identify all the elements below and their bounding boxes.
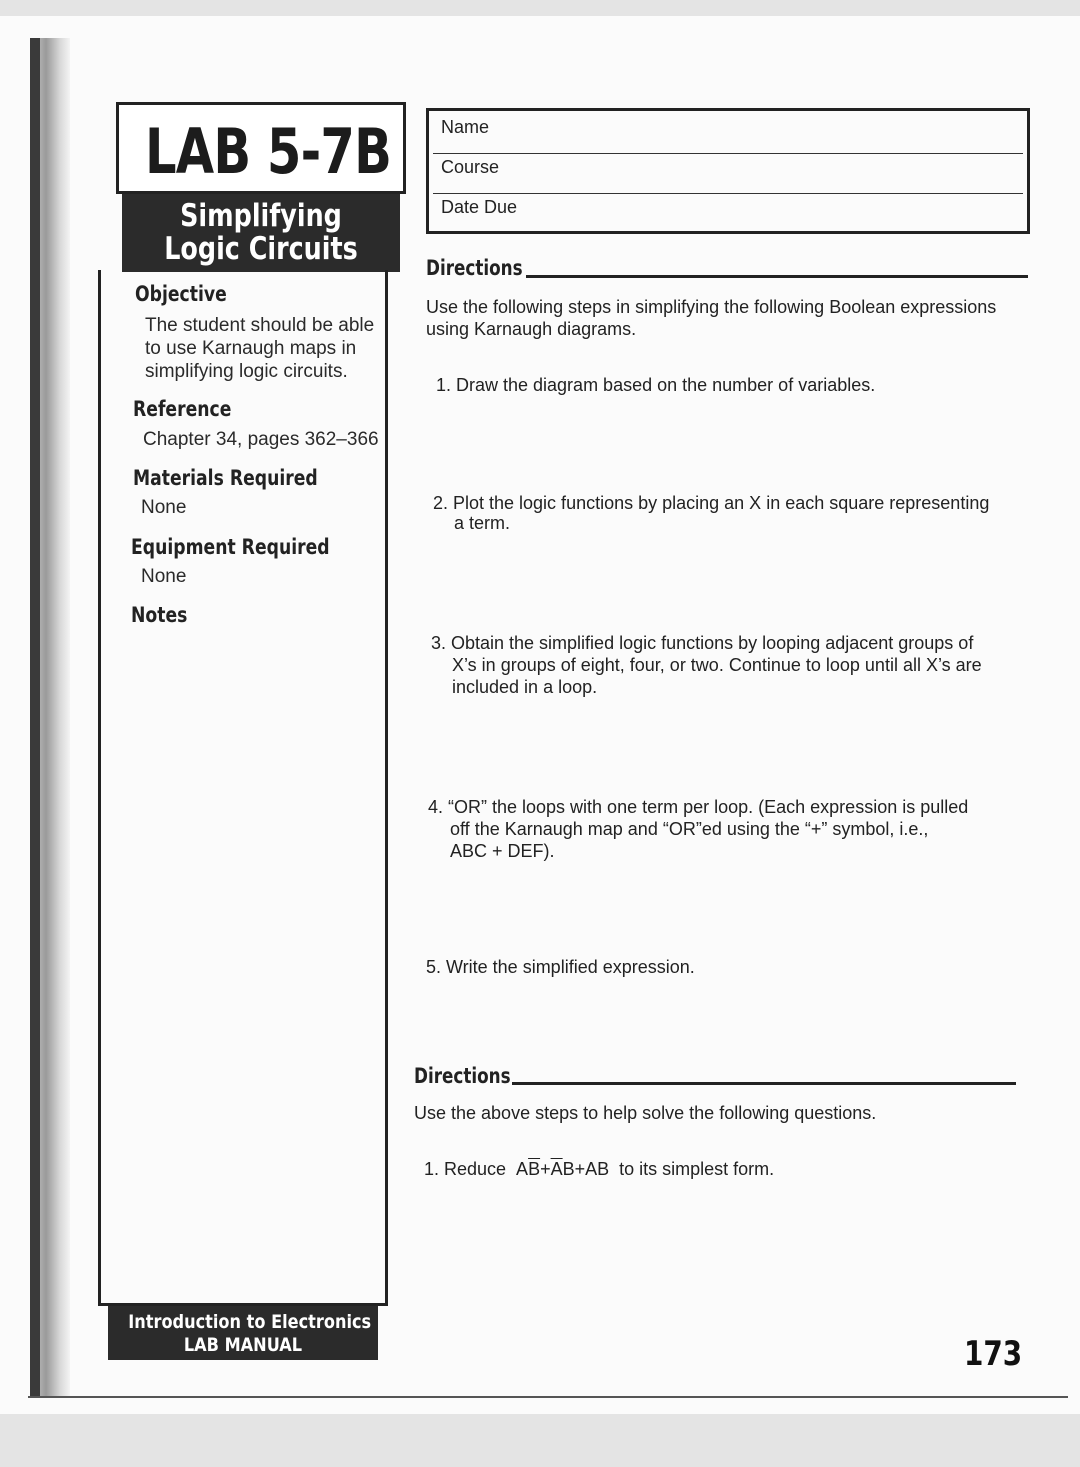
book-spine-edge (30, 38, 40, 1398)
step-3-line-3: included in a loop. (452, 677, 598, 697)
course-label: Course (441, 157, 500, 177)
step-3-num: 3. (431, 633, 447, 653)
step-2-line-2: a term. (454, 513, 511, 533)
step-5-line-1: Write the simplified expression. (446, 957, 695, 977)
sidebar (98, 270, 388, 1306)
name-field[interactable] (433, 113, 1023, 154)
directions-rule-2 (512, 1082, 1016, 1085)
lab-subtitle-line-2: Logic Circuits (164, 231, 358, 267)
objective-heading: Objective (135, 282, 227, 306)
step-4-line-2: off the Karnaugh map and “OR”ed using the “+” symbol, i.e., (450, 819, 929, 839)
question-1-suffix: to its simplest form. (619, 1159, 775, 1179)
directions-intro-line-1: Use the following steps in simplifying the following Boolean expressions (426, 297, 997, 317)
notes-heading: Notes (131, 603, 188, 627)
step-3 (431, 632, 973, 654)
footer-line-2: LAB MANUAL (183, 1334, 303, 1356)
lab-page (0, 16, 1080, 1414)
materials-heading: Materials Required (133, 466, 318, 490)
lab-title: LAB 5-7B (145, 115, 392, 188)
step-5 (426, 956, 695, 978)
page-bottom-rule (28, 1396, 1068, 1398)
step-1 (436, 374, 875, 396)
step-2-num: 2. (433, 493, 449, 513)
step-1-line-1: Draw the diagram based on the number of variables. (456, 375, 876, 395)
directions-2-intro: Use the above steps to help solve the following questions. (414, 1103, 877, 1123)
question-1 (424, 1158, 774, 1180)
step-4-line-1: “OR” the loops with one term per loop. (Each expression is pulled (448, 797, 969, 817)
step-5-num: 5. (426, 957, 442, 977)
objective-line-2: to use Karnaugh maps in (145, 338, 357, 359)
equipment-heading: Equipment Required (131, 535, 330, 559)
step-2 (433, 492, 989, 514)
question-1-prefix: Reduce (444, 1159, 507, 1179)
lab-manual-footer (108, 1306, 378, 1360)
equipment-text: None (141, 566, 187, 587)
reference-heading: Reference (133, 397, 232, 421)
directions-intro-line-2: using Karnaugh diagrams. (426, 319, 637, 339)
directions-rule-1 (526, 275, 1028, 278)
question-1-expression: $A\overline{B}+\overline{A}B+AB$ (516, 1159, 610, 1179)
page-number: 173 (964, 1334, 1023, 1374)
date-due-field[interactable] (433, 193, 1023, 233)
objective-line-3: simplifying logic circuits. (145, 361, 348, 382)
lab-subtitle-band (122, 194, 400, 272)
course-field[interactable] (433, 153, 1023, 194)
footer-line-1: Introduction to Electronics (128, 1311, 372, 1333)
directions-heading-1: Directions (426, 256, 523, 280)
step-3-line-2: X’s in groups of eight, four, or two. Continue to loop until all X’s are (452, 655, 982, 675)
step-3-line-1: Obtain the simplified logic functions by looping adjacent groups of (451, 633, 974, 653)
question-1-num: 1. (424, 1159, 440, 1179)
directions-heading-2: Directions (414, 1064, 511, 1088)
materials-text: None (141, 497, 187, 518)
name-label: Name (441, 117, 490, 137)
student-info-form (426, 108, 1030, 234)
date-due-label: Date Due (441, 197, 518, 217)
lab-subtitle-line-1: Simplifying (180, 198, 342, 234)
step-4-num: 4. (428, 797, 444, 817)
step-2-line-1: Plot the logic functions by placing an X in each square representing (453, 493, 990, 513)
lab-title-box (116, 102, 406, 194)
step-4 (428, 796, 968, 818)
objective-line-1: The student should be able (145, 315, 375, 336)
step-4-line-3: ABC + DEF). (450, 841, 555, 861)
step-1-num: 1. (436, 375, 452, 395)
reference-text: Chapter 34, pages 362–366 (143, 429, 379, 450)
